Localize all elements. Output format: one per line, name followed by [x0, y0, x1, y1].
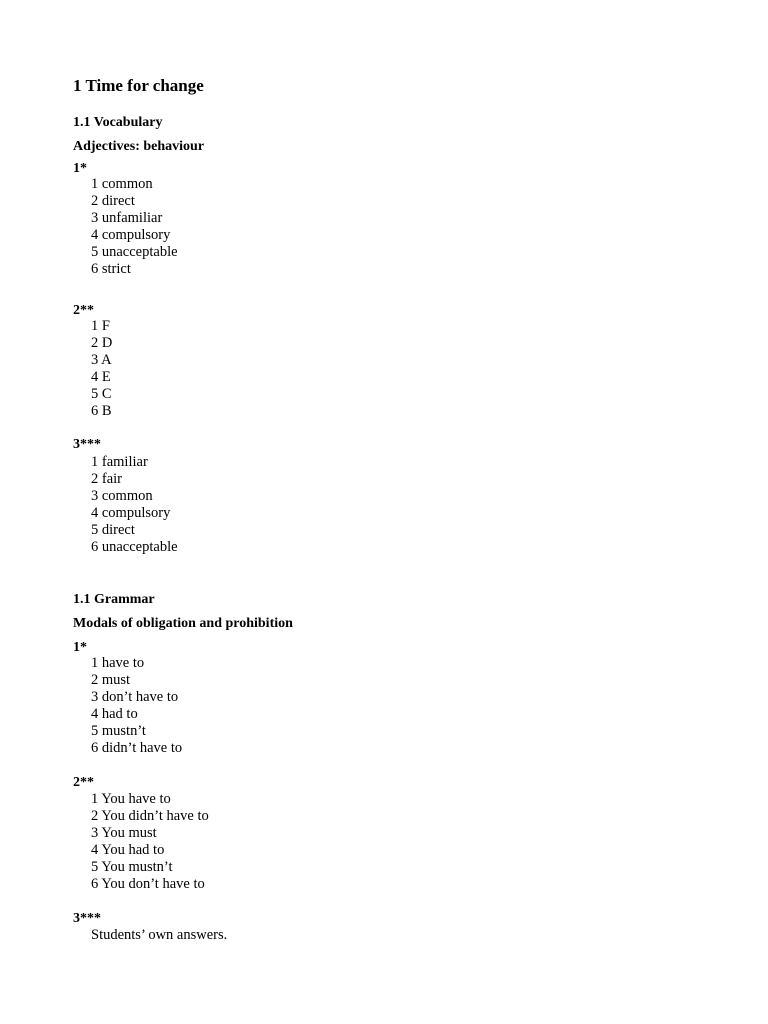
answer-item: Students’ own answers.: [91, 927, 228, 943]
answer-item: 4 You had to: [91, 842, 165, 859]
answer-item: 5 mustn’t: [91, 723, 146, 740]
answer-item: 2 You didn’t have to: [91, 808, 209, 825]
answer-item: 3 You must: [91, 825, 157, 842]
answer-item: 2 direct: [91, 193, 135, 210]
section-subheading-adjectives: Adjectives: behaviour: [73, 139, 205, 154]
answer-item: 3 don’t have to: [91, 689, 179, 706]
answer-list: [91, 318, 112, 421]
answer-list: [91, 927, 227, 944]
answer-list: [91, 176, 178, 279]
answer-item: 5 direct: [91, 522, 135, 539]
answer-item: 4 E: [91, 369, 111, 386]
answer-item: 5 C: [91, 386, 112, 403]
answer-list: [91, 791, 209, 894]
exercise-label: 1*: [73, 161, 87, 176]
section-heading-grammar: 1.1 Grammar: [73, 592, 155, 607]
answer-item: 6 You don’t have to: [91, 876, 205, 893]
exercise-label: 2**: [73, 775, 94, 790]
answer-item: 5 unacceptable: [91, 244, 178, 261]
answer-item: 6 unacceptable: [91, 539, 178, 556]
answer-item: 3 A: [91, 352, 112, 369]
page-title: 1 Time for change: [73, 76, 204, 95]
answer-item: 4 compulsory: [91, 505, 171, 522]
exercise-label: 3***: [73, 437, 101, 452]
answer-item: 3 unfamiliar: [91, 210, 163, 227]
answer-item: 1 familiar: [91, 454, 148, 470]
answer-item: 5 You mustn’t: [91, 859, 173, 876]
answer-item: 3 common: [91, 488, 153, 505]
answer-item: 1 You have to: [91, 791, 171, 807]
answer-item: 6 B: [91, 403, 112, 420]
answer-list: [91, 655, 182, 758]
answer-list: [91, 454, 178, 557]
answer-item: 6 didn’t have to: [91, 740, 183, 757]
exercise-label: 1*: [73, 640, 87, 655]
answer-item: 4 compulsory: [91, 227, 171, 244]
exercise-label: 3***: [73, 911, 101, 926]
section-heading-vocabulary: 1.1 Vocabulary: [73, 115, 163, 130]
answer-item: 2 fair: [91, 471, 122, 488]
answer-item: 4 had to: [91, 706, 138, 723]
answer-item: 6 strict: [91, 261, 131, 278]
answer-item: 1 have to: [91, 655, 145, 671]
answer-item: 2 must: [91, 672, 131, 689]
answer-item: 1 common: [91, 176, 153, 192]
section-subheading-modals: Modals of obligation and prohibition: [73, 616, 293, 631]
answer-item: 1 F: [91, 318, 110, 334]
exercise-label: 2**: [73, 303, 94, 318]
answer-item: 2 D: [91, 335, 113, 352]
